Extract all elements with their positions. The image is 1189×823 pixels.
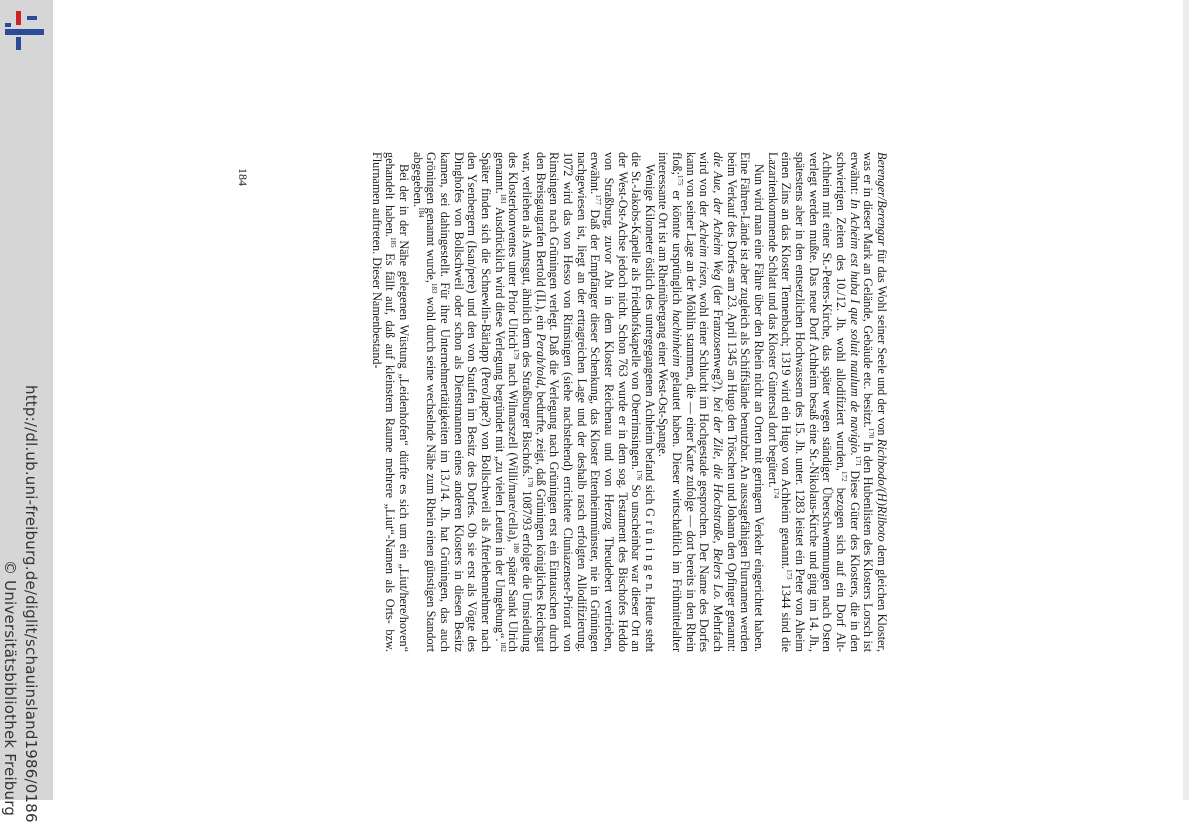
text-run: Wenige Kilometer östlich des untergegangenen Achheim befand sich G r ü n i n g e n. Heute steht die St.-Jakobs-Kapelle als Friedhofskapelle von Oberrimsingen. <box>629 152 657 652</box>
page-edge-shadow <box>1183 0 1189 800</box>
text-run: 1087/93 erfolgte die Umsiedlung des Klosterkonventes unter Prior Ulrich <box>506 152 534 652</box>
text-run: er könnte ursprünglich <box>670 185 685 310</box>
paragraph <box>369 152 410 652</box>
italic-run: Berenger/Berengar <box>875 152 889 246</box>
text-run: In den Hubenlisten des Klosters Lorsch ist erwähnt: <box>847 152 876 652</box>
italic-run: bei der Zile, die Hochstraße, Belers Lo. <box>711 396 726 600</box>
footnote-ref: 179 <box>512 348 521 360</box>
footnote-ref: 172 <box>840 470 849 482</box>
text-run: dem gleichen Kloster, was er in dieser Mark an Gelände, Gebäude etc. besitzt. <box>861 152 889 653</box>
text-run: bezogen sich auf ein Dorf Alt-Achheim mit einer St.-Peters-Kirche, das später wegen ständiger Überschwemmungen nach Osten verlegt werden mußte. Das neue Dorf Achheim besaß eine St.-Nikolaus-Kirche und ging im 14. Jh., spätestens aber in den entsetzlichen Hochwassern des 15. Jh. unter. 1283 leistet ein Peter von Aheim einen Zins an das Kloster Tennenbach; 1319 wird ein Hugo von Achheim genannt. <box>779 152 849 652</box>
page-number: 184 <box>236 168 250 186</box>
footnote-ref: 176 <box>635 469 644 481</box>
footnote-ref: 182 <box>498 641 507 652</box>
text-run: Daß der Empfänger dieser Schenkung, das Kloster Ettenheimmünster, nie in Grüningen nachgewiesen ist, liegt an der ertragreichen Lage und der deshalb rasch erfolgten Allodifizierung. 1072 wird das von Hesso von Rimsingen (siehe nachstehend) errichtete Cluniazenser-Priorat von Rimsingen nach Grüningen verlegt. Daß die Verlegung nach Grüningen erst ein Eintauschen durch den Breisgaugrafen Bertold (II.), ein <box>533 152 603 652</box>
footnote-ref: 173 <box>785 569 794 580</box>
footnote-ref: 170 <box>867 427 876 439</box>
footnote-ref: 185 <box>389 237 398 248</box>
footnote-ref: 184 <box>416 207 425 218</box>
text-run: wohl durch seine wechselnde Nähe zum Rhein einen günstigen Standort abgegeben. <box>410 152 439 652</box>
italic-run: Perah/told, <box>533 333 548 389</box>
text-run: Mehrfach wird von der <box>697 152 726 653</box>
source-url-link[interactable]: http://dl.ub.uni-freiburg.de/diglit/schauinsland1986/0186 <box>22 385 40 823</box>
viewer-sidebar <box>0 0 53 823</box>
page-body-text <box>369 152 888 652</box>
text-run: So unscheinbar war dieser Ort an der West-Ost-Achse jedoch nicht. Schon 763 wurde er in dem sog. Testament des Bischofes Heddo von Straßburg, zuvor Abt in dem Kloster Reichenau und von Herzog Theudebert vertrieben, erwähnt. <box>588 152 644 652</box>
text-run: bedurfte, zeigt, daß Grüningen königliches Reichsgut war, verliehen als Amtsgut, ähnlich dem des Straßburger Bischofs. <box>519 152 548 652</box>
text-run: gelautet haben. Dieser wirtschaftlich im Frühmittelalter interessante Ort ist am Rheinübergang einer West-Ost-Spange. <box>656 152 685 652</box>
footnote-ref: 171 <box>853 455 862 467</box>
italic-run: Richbodo/(H)Rilboto <box>875 438 889 542</box>
footnote-ref: 174 <box>771 487 780 499</box>
italic-run: hachinheim <box>670 309 685 367</box>
paragraph <box>765 152 888 652</box>
footnote-ref: 177 <box>594 194 603 205</box>
italic-run: Acheim risen, <box>697 220 712 289</box>
sidebar-rotated-text <box>0 0 53 823</box>
text-run: Nun wird man eine Fähre über den Rhein nicht an Orten mit geringem Verkehr eingerichtet haben. Eine Fähren-Lände ist aber zugleich als Schiffslände benutzbar. An aussagefähigen Flurnamen werden beim Verkauf des Dorfes am 23. April 1345 an Hugo den Tröschen und Johann den Opfinger genannt: <box>724 152 767 652</box>
italic-run: die Aue, der Acheim Weg <box>711 152 726 281</box>
footnote-ref: 183 <box>430 282 439 294</box>
footnote-ref: 175 <box>676 175 685 186</box>
footnote-ref: 181 <box>498 193 507 205</box>
italic-run: In Acheim est huba I que soluit naulum de navigio. <box>847 198 862 456</box>
text-run: später Sankt Ulrich genannt. <box>492 152 521 652</box>
paragraph <box>656 152 765 652</box>
text-run: wohl einer Schlucht im Hochgestade gesprochen. Der Name des Dorfes kann von seiner Lage an der Möhlin stammen, die — einer Karte zufolge — dort bereits in den Rhein floß; <box>670 152 712 652</box>
footnote-ref: 180 <box>512 542 521 553</box>
text-run: 1344 sind die Lazaritenkommende Schlatt und das Kloster Güntersal dort begütert. <box>765 152 794 652</box>
text-run: nach Wilmarszell (Willi/mare/cella), <box>506 359 521 543</box>
paragraph <box>410 152 656 652</box>
text-run: (der Franzosenweg?), <box>711 280 726 397</box>
copyright-notice: © Universitätsbibliothek Freiburg <box>1 560 19 817</box>
text-run: Ausdrücklich wird diese Verlegung begründet mit „zu vielen Leuten in der Umgebung“. <box>492 204 507 642</box>
footnote-ref: 178 <box>526 476 534 488</box>
text-run: Diese Güter des Klosters, die in den schwierigen Zeiten des 10./12. Jh. wohl allodifiziert wurden, <box>834 152 862 652</box>
text-run: Bei der in der Nähe gelegenen Wüstung „Leidenhofen“ dürfte es sich um ein „Liut/here/hoven“ gehandelt haben. <box>383 152 412 652</box>
text-run: Es fällt auf, daß auf kleinstem Raume mehrere „Liut“-Namen als Orts- bzw. Flurnamen auftreten. Dieser Namenbestand- <box>369 152 398 652</box>
text-run: Später finden sich die Schnewlin-Bärlapp (Pero/lape?) von Bollschweil als Afterlehennehmer nach den Ysenbergern (Isan/pere) und den von Staufen im Besitz des Dorfes. Ob sie erst als Vögte des Dinghofes von Bollschweil oder schon als Dienstmannen eines anderen Klosters in diesen Besitz kamen, sei dahingestellt. Für ihre Unternehmertätigkeiten im 13./14. Jh. hat Grüningen, das auch Gröningen genannt wurde, <box>424 152 493 652</box>
text-run: für das Wohl seiner Seele und der von <box>875 245 889 439</box>
scanned-page <box>188 152 888 652</box>
